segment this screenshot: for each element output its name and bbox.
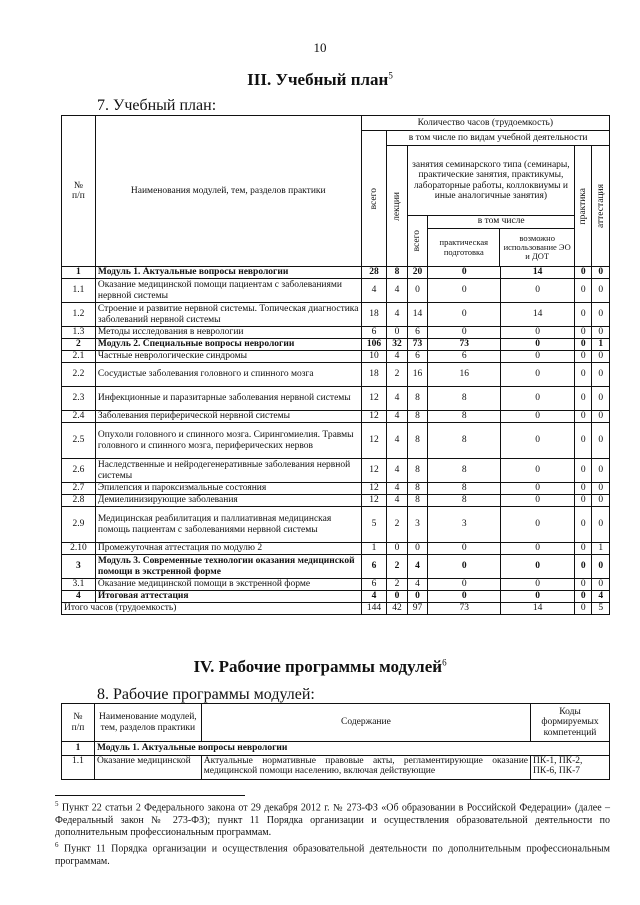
- programs-table: [61, 703, 610, 780]
- row-value: 0: [501, 363, 575, 387]
- row-number: 4: [62, 591, 96, 603]
- header-name: Наименования модулей, тем, разделов практики: [95, 116, 361, 267]
- row-value: 0: [428, 579, 501, 591]
- row-value: 0: [575, 507, 592, 543]
- row-value: 0: [592, 423, 610, 459]
- row-name: Итоговая аттестация: [95, 591, 361, 603]
- table-row: [62, 423, 610, 459]
- row-value: 14: [501, 267, 575, 279]
- row-value: 0: [575, 363, 592, 387]
- header-incl-block: [428, 216, 575, 267]
- row-value: 0: [592, 579, 610, 591]
- footnote-5: [55, 800, 610, 839]
- header-total-text: всего: [368, 187, 379, 210]
- row-value: 8: [407, 423, 428, 459]
- row-value: 28: [361, 267, 387, 279]
- table-row: [62, 387, 610, 411]
- row-value: 4: [407, 579, 428, 591]
- row-value: 8: [428, 411, 501, 423]
- section-3-text: III. Учебный план: [247, 70, 389, 89]
- row-value: 3: [407, 507, 428, 543]
- footnote-5-text: Пункт 22 статьи 2 Федерального закона от 29 декабря 2012 г. № 273-ФЗ «Об образовании в Российской Федерации» (далее – Федеральный закон № 273-ФЗ); пункт 11 Порядка организации и осуществления образовательной деятельности по дополнительным профессиональным программам.: [55, 802, 610, 838]
- row-value: 4: [387, 411, 408, 423]
- row-value: 0: [575, 279, 592, 303]
- row-value: 0: [501, 279, 575, 303]
- row-value: 6: [361, 555, 387, 579]
- table-row: [62, 411, 610, 423]
- row-number: 2.4: [62, 411, 96, 423]
- row-value: 4: [387, 495, 408, 507]
- row-value: 106: [361, 339, 387, 351]
- row-name: Демиелинизирующие заболевания: [95, 495, 361, 507]
- row-value: 0: [501, 495, 575, 507]
- row-value: 4: [387, 351, 408, 363]
- prog-header-num: № п/п: [62, 704, 95, 742]
- row-value: 3: [428, 507, 501, 543]
- row-value: 8: [407, 411, 428, 423]
- total-value: 42: [387, 603, 408, 615]
- row-number: 3: [62, 555, 96, 579]
- row-value: 0: [592, 351, 610, 363]
- prog-module-name: Модуль 1. Актуальные вопросы неврологии: [94, 742, 609, 756]
- table-row: [62, 591, 610, 603]
- row-value: 0: [501, 543, 575, 555]
- row-value: 8: [428, 387, 501, 411]
- row-name: Методы исследования в неврологии: [95, 327, 361, 339]
- header-practice-text: практика: [578, 187, 589, 225]
- page-number: 10: [313, 40, 327, 55]
- header-incl-sub: [428, 229, 574, 266]
- row-value: 8: [428, 459, 501, 483]
- row-value: 6: [407, 327, 428, 339]
- row-value: 0: [575, 327, 592, 339]
- row-value: 8: [407, 483, 428, 495]
- row-value: 0: [501, 351, 575, 363]
- row-value: 8: [387, 267, 408, 279]
- table-row: [62, 579, 610, 591]
- row-value: 0: [592, 267, 610, 279]
- footnote-6: [55, 841, 610, 868]
- total-value: 14: [501, 603, 575, 615]
- row-value: 0: [407, 543, 428, 555]
- row-value: 0: [501, 339, 575, 351]
- row-value: 12: [361, 483, 387, 495]
- row-name: Промежуточная аттестация по модулю 2: [95, 543, 361, 555]
- row-value: 0: [592, 303, 610, 327]
- row-number: 1.1: [62, 279, 96, 303]
- prog-row-num: 1.1: [62, 756, 95, 780]
- subtitle-curriculum: 7. Учебный план:: [97, 97, 217, 114]
- row-value: 0: [387, 591, 408, 603]
- row-value: 0: [407, 279, 428, 303]
- table-row: [62, 303, 610, 327]
- row-value: 2: [387, 363, 408, 387]
- row-value: 4: [387, 387, 408, 411]
- row-value: 2: [387, 579, 408, 591]
- row-value: 0: [592, 507, 610, 543]
- row-value: 0: [428, 279, 501, 303]
- total-value: 0: [575, 603, 592, 615]
- row-value: 16: [428, 363, 501, 387]
- table-row: [62, 495, 610, 507]
- table-row: [62, 327, 610, 339]
- row-name: Опухоли головного и спинного мозга. Сирингомиелия. Травмы головного и спинного мозга, периферических нервов: [95, 423, 361, 459]
- table-row: [62, 363, 610, 387]
- row-value: 12: [361, 411, 387, 423]
- row-value: 0: [501, 387, 575, 411]
- row-name: Сосудистые заболевания головного и спинного мозга: [95, 363, 361, 387]
- prog-row-name: Оказание медицинской: [94, 756, 201, 780]
- row-name: Наследственные и нейродегенеративные заболевания нервной системы: [95, 459, 361, 483]
- table-row: [62, 267, 610, 279]
- row-value: 1: [592, 339, 610, 351]
- row-value: 20: [407, 267, 428, 279]
- table-row: [62, 339, 610, 351]
- total-label: Итого часов (трудоемкость): [62, 603, 362, 615]
- row-value: 0: [428, 591, 501, 603]
- row-value: 4: [387, 303, 408, 327]
- header-attestation: [592, 146, 610, 267]
- row-value: 0: [575, 579, 592, 591]
- row-value: 8: [428, 483, 501, 495]
- row-number: 1.2: [62, 303, 96, 327]
- row-value: 73: [428, 339, 501, 351]
- row-value: 0: [575, 267, 592, 279]
- row-value: 0: [592, 495, 610, 507]
- row-value: 0: [575, 459, 592, 483]
- row-value: 5: [361, 507, 387, 543]
- row-value: 0: [501, 411, 575, 423]
- header-eo-dot: возможно использование ЭО и ДОТ: [503, 232, 571, 262]
- footnote-divider: [55, 795, 245, 796]
- table-row: [62, 507, 610, 543]
- row-name: Строение и развитие нервной системы. Топическая диагностика заболеваний нервной системы: [95, 303, 361, 327]
- table-row: [62, 351, 610, 363]
- footnote-6-mark: 6: [55, 841, 59, 849]
- row-value: 0: [592, 411, 610, 423]
- row-value: 14: [501, 303, 575, 327]
- row-name: Инфекционные и паразитарные заболевания нервной системы: [95, 387, 361, 411]
- section-4-text: IV. Рабочие программы модулей: [193, 657, 443, 676]
- row-name: Заболевания периферической нервной системы: [95, 411, 361, 423]
- row-value: 0: [592, 555, 610, 579]
- row-value: 0: [575, 387, 592, 411]
- footnote-ref-6: 6: [442, 657, 447, 668]
- row-value: 0: [501, 483, 575, 495]
- row-value: 6: [407, 351, 428, 363]
- row-name: Модуль 3. Современные технологии оказания медицинской помощи в экстренной форме: [95, 555, 361, 579]
- footnote-ref-5: 5: [388, 70, 393, 81]
- row-value: 0: [428, 267, 501, 279]
- footnote-5-mark: 5: [55, 800, 59, 808]
- header-total: [361, 131, 387, 267]
- header-sem-total-text: всего: [412, 230, 423, 252]
- row-value: 14: [407, 303, 428, 327]
- row-value: 2: [387, 507, 408, 543]
- row-value: 8: [428, 495, 501, 507]
- row-value: 0: [575, 339, 592, 351]
- row-value: 4: [387, 459, 408, 483]
- row-name: Модуль 2. Специальные вопросы неврологии: [95, 339, 361, 351]
- row-value: 8: [407, 387, 428, 411]
- row-value: 0: [501, 423, 575, 459]
- row-value: 0: [428, 555, 501, 579]
- row-value: 0: [407, 591, 428, 603]
- row-number: 2.7: [62, 483, 96, 495]
- curriculum-table: [61, 115, 610, 615]
- row-number: 2.6: [62, 459, 96, 483]
- row-value: 73: [407, 339, 428, 351]
- row-value: 0: [428, 327, 501, 339]
- row-value: 6: [361, 327, 387, 339]
- row-value: 0: [575, 411, 592, 423]
- row-number: 1: [62, 267, 96, 279]
- header-practical: практическая подготовка: [428, 229, 500, 266]
- row-number: 1.3: [62, 327, 96, 339]
- row-name: Медицинская реабилитация и паллиативная медицинская помощь пациентам с заболеваниями нервной системы: [95, 507, 361, 543]
- row-value: 4: [387, 483, 408, 495]
- row-value: 0: [501, 591, 575, 603]
- row-value: 0: [387, 327, 408, 339]
- row-value: 8: [407, 495, 428, 507]
- row-value: 0: [575, 543, 592, 555]
- subtitle-programs: 8. Рабочие программы модулей:: [97, 686, 315, 703]
- row-number: 2.2: [62, 363, 96, 387]
- row-value: 0: [592, 279, 610, 303]
- row-value: 18: [361, 363, 387, 387]
- row-value: 4: [387, 423, 408, 459]
- row-value: 18: [361, 303, 387, 327]
- row-number: 2.5: [62, 423, 96, 459]
- header-seminars: занятия семинарского типа (семинары, практические занятия, практикумы, лабораторные работы, коллоквиумы и иные аналогичные занятия): [407, 146, 574, 216]
- table-row: [62, 483, 610, 495]
- header-sem-total: [407, 216, 428, 267]
- total-value: 5: [592, 603, 610, 615]
- row-value: 0: [575, 423, 592, 459]
- row-value: 0: [575, 303, 592, 327]
- row-value: 0: [575, 483, 592, 495]
- header-hours: Количество часов (трудоемкость): [361, 116, 609, 131]
- row-value: 4: [407, 555, 428, 579]
- footnote-6-text: Пункт 11 Порядка организации и осуществления образовательной деятельности по дополнительным профессиональным программам.: [55, 843, 610, 867]
- prog-module-num: 1: [62, 742, 95, 756]
- row-value: 8: [407, 459, 428, 483]
- row-name: Модуль 1. Актуальные вопросы неврологии: [95, 267, 361, 279]
- row-value: 4: [387, 279, 408, 303]
- row-value: 0: [428, 543, 501, 555]
- prog-header-codes: Коды формируемых компетенций: [531, 704, 610, 742]
- header-by-type: в том числе по видам учебной деятельности: [387, 131, 610, 146]
- row-value: 2: [387, 555, 408, 579]
- row-value: 12: [361, 495, 387, 507]
- row-value: 10: [361, 351, 387, 363]
- row-value: 0: [575, 351, 592, 363]
- prog-row-content: Актуальные нормативные правовые акты, регламентирующие оказание медицинской помощи населению, включая действующие: [201, 756, 530, 780]
- row-name: Эпилепсия и пароксизмальные состояния: [95, 483, 361, 495]
- prog-header-name: Наименование модулей, тем, разделов практики: [94, 704, 201, 742]
- row-value: 12: [361, 459, 387, 483]
- row-value: 0: [592, 327, 610, 339]
- row-value: 0: [501, 459, 575, 483]
- row-name: Оказание медицинской помощи пациентам с заболеваниями нервной системы: [95, 279, 361, 303]
- row-value: 16: [407, 363, 428, 387]
- prog-row-codes: ПК-1, ПК-2, ПК-6, ПК-7: [531, 756, 610, 780]
- prog-header-content: Содержание: [201, 704, 530, 742]
- row-value: 0: [592, 387, 610, 411]
- section-3-title: [0, 70, 640, 90]
- row-value: 6: [361, 579, 387, 591]
- row-value: 0: [501, 555, 575, 579]
- row-value: 0: [592, 363, 610, 387]
- row-value: 0: [575, 555, 592, 579]
- total-value: 97: [407, 603, 428, 615]
- row-value: 4: [361, 279, 387, 303]
- row-number: 2.10: [62, 543, 96, 555]
- row-value: 0: [387, 543, 408, 555]
- header-practice: [575, 146, 592, 267]
- total-row: [62, 603, 610, 615]
- header-incl: в том числе: [428, 216, 574, 229]
- total-value: 144: [361, 603, 387, 615]
- row-value: 4: [361, 591, 387, 603]
- section-4-title: [0, 657, 640, 677]
- row-number: 2.8: [62, 495, 96, 507]
- row-value: 12: [361, 423, 387, 459]
- row-value: 1: [592, 543, 610, 555]
- row-value: 0: [575, 495, 592, 507]
- table-row: [62, 279, 610, 303]
- row-number: 2: [62, 339, 96, 351]
- row-number: 2.9: [62, 507, 96, 543]
- row-value: 0: [575, 591, 592, 603]
- row-name: Оказание медицинской помощи в экстренной форме: [95, 579, 361, 591]
- row-value: 0: [428, 303, 501, 327]
- row-number: 3.1: [62, 579, 96, 591]
- header-lectures-text: лекции: [391, 191, 402, 221]
- header-lectures: [387, 146, 408, 267]
- row-value: 32: [387, 339, 408, 351]
- row-value: 0: [592, 483, 610, 495]
- row-value: 8: [428, 423, 501, 459]
- table-row: [62, 555, 610, 579]
- table-row: [62, 543, 610, 555]
- row-number: 2.1: [62, 351, 96, 363]
- row-value: 0: [501, 327, 575, 339]
- row-name: Частные неврологические синдромы: [95, 351, 361, 363]
- total-value: 73: [428, 603, 501, 615]
- row-value: 0: [501, 507, 575, 543]
- row-value: 1: [361, 543, 387, 555]
- row-value: 4: [592, 591, 610, 603]
- row-value: 12: [361, 387, 387, 411]
- row-value: 6: [428, 351, 501, 363]
- row-number: 2.3: [62, 387, 96, 411]
- row-value: 0: [501, 579, 575, 591]
- table-row: [62, 459, 610, 483]
- header-attestation-text: аттестация: [595, 184, 606, 228]
- header-num: № п/п: [62, 116, 96, 267]
- row-value: 0: [592, 459, 610, 483]
